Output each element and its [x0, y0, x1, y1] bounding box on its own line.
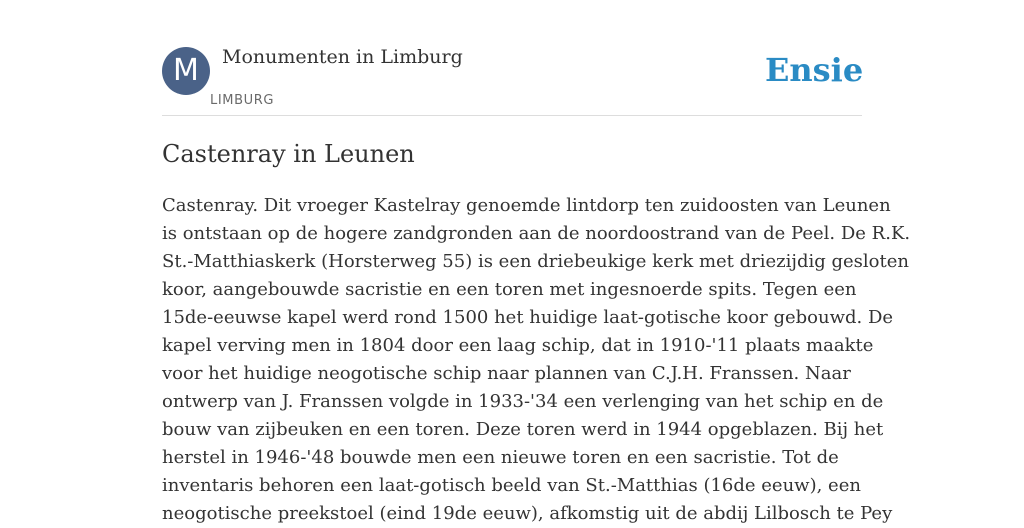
- article-line: kapel verving men in 1804 door een laag schip, dat in 1910-'11 plaats maakte: [162, 335, 874, 356]
- article-line: koor, aangebouwde sacristie en een toren met ingesnoerde spits. Tegen een: [162, 279, 857, 300]
- article-line: ontwerp van J. Franssen volgde in 1933-'34 een verlenging van het schip en de: [162, 391, 884, 412]
- avatar[interactable]: M: [162, 47, 210, 95]
- article-line: is ontstaan op de hogere zandgronden aan de noordoostrand van de Peel. De R.K.: [162, 223, 911, 244]
- article-body: [162, 192, 911, 528]
- article-line: St.-Matthiaskerk (Horsterweg 55) is een driebeukige kerk met driezijdig gesloten: [162, 251, 909, 272]
- category-label[interactable]: LIMBURG: [210, 93, 275, 108]
- article-line: inventaris behoren een laat-gotisch beeld van St.-Matthias (16de eeuw), een: [162, 475, 861, 496]
- article-line: neogotische preekstoel (eind 19de eeuw), afkomstig uit de abdij Lilbosch te Pey: [162, 503, 893, 524]
- article-line: Castenray. Dit vroeger Kastelray genoemde lintdorp ten zuidoosten van Leunen: [162, 195, 891, 216]
- article-line: 15de-eeuwse kapel werd rond 1500 het huidige laat-gotische koor gebouwd. De: [162, 307, 894, 328]
- article-line: voor het huidige neogotische schip naar plannen van C.J.H. Franssen. Naar: [162, 363, 851, 384]
- article-line: herstel in 1946-'48 bouwde men een nieuwe toren en een sacristie. Tot de: [162, 447, 839, 468]
- source-title-link[interactable]: Monumenten in Limburg: [222, 46, 463, 68]
- article-line: bouw van zijbeuken en een toren. Deze toren werd in 1944 opgeblazen. Bij het: [162, 419, 884, 440]
- header-divider: [162, 115, 862, 116]
- ensie-logo[interactable]: Ensie: [765, 51, 864, 89]
- article-title: Castenray in Leunen: [162, 140, 415, 168]
